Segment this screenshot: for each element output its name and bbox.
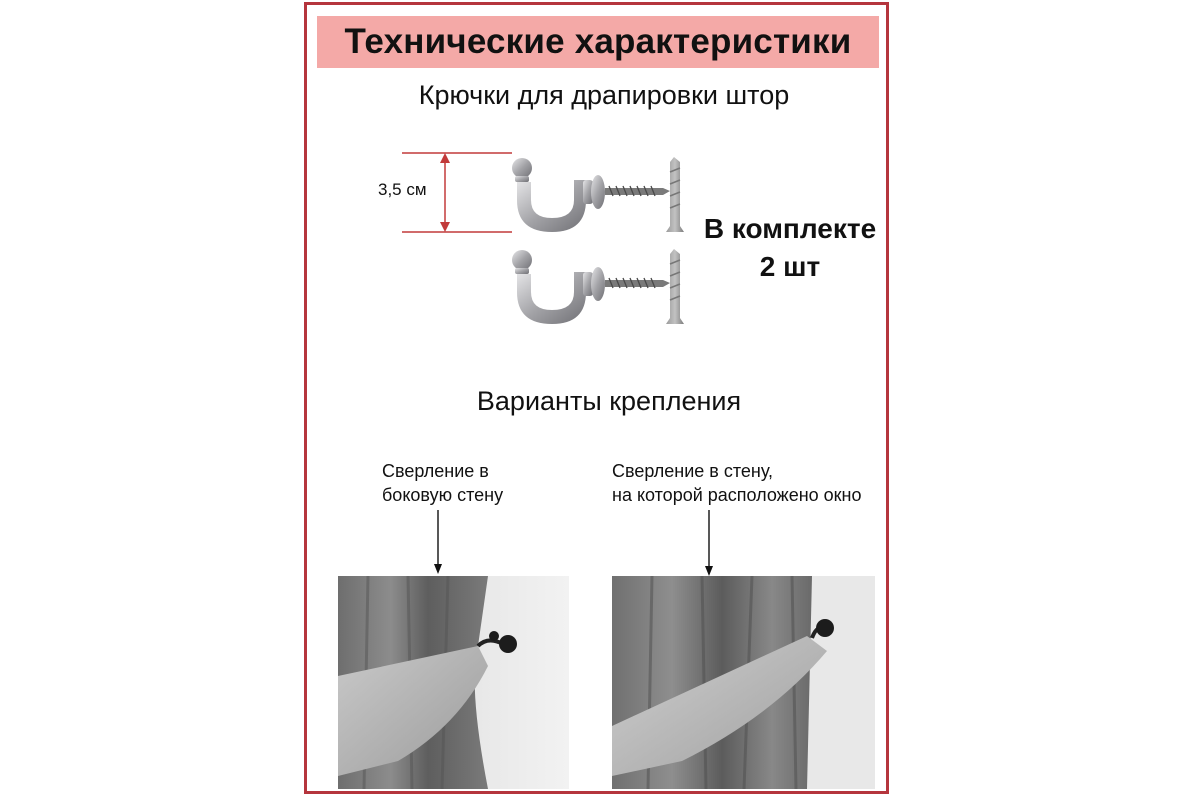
- photo-window-wall-mounting: [612, 576, 875, 789]
- page-title: Технические характеристики: [344, 22, 852, 61]
- mounting-option-line: Сверление в стену,: [612, 461, 774, 481]
- mounting-option-line: на которой расположено окно: [612, 485, 862, 505]
- kit-line-1: В комплекте: [703, 213, 877, 244]
- product-name: Крючки для драпировки штор: [418, 80, 790, 110]
- mounting-option-line: Сверление в: [382, 461, 489, 481]
- kit-line-2: 2 шт: [759, 251, 821, 282]
- photo-side-wall-mounting: [338, 576, 569, 789]
- mounting-heading: Варианты крепления: [476, 386, 742, 416]
- mounting-option-line: боковую стену: [382, 485, 504, 505]
- dimension-label: 3,5 см: [378, 180, 427, 199]
